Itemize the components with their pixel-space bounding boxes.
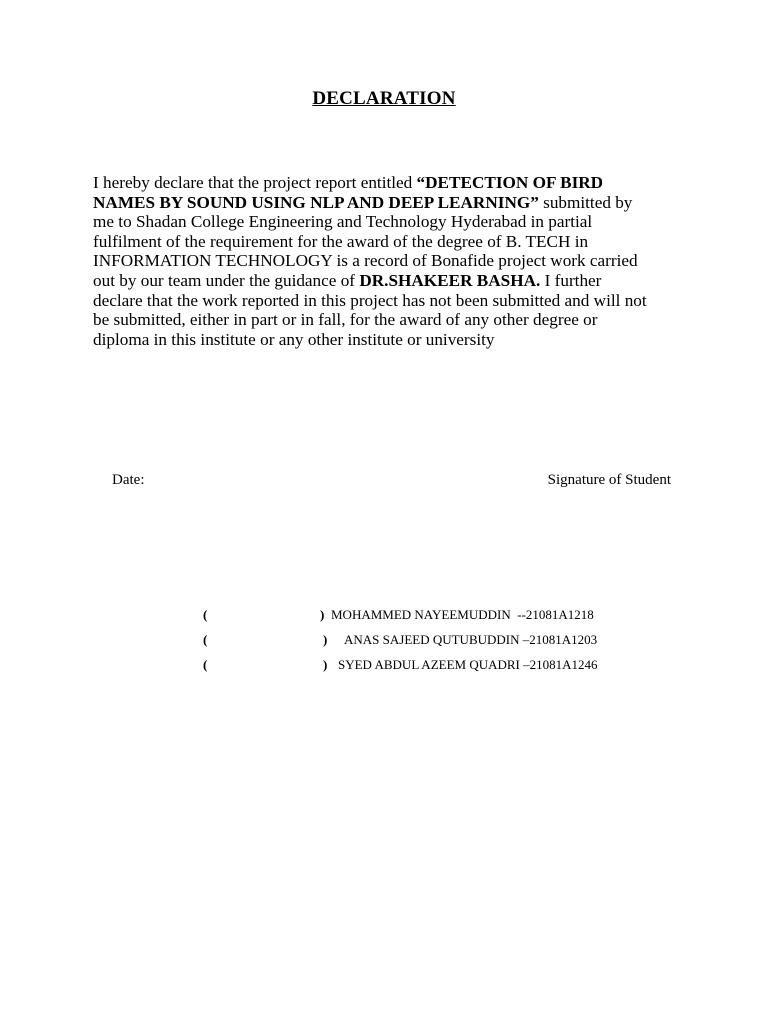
student-name: ANAS SAJEED QUTUBUDDIN –21081A1203	[344, 632, 598, 647]
signature-paren-close: )	[323, 632, 328, 647]
signature-paren-open: (	[203, 657, 208, 672]
page-title: DECLARATION	[312, 88, 456, 109]
signature-paren-close: )	[323, 657, 328, 672]
declaration-intro: I hereby declare that the project report entitled	[93, 173, 417, 192]
student-name: SYED ABDUL AZEEM QUADRI –21081A1246	[338, 657, 598, 672]
declaration-end: I further declare that the work reported in this project has not been submitted and will not be submitted, either in part or in fall, for the award of any other degree or diploma in this institute or any other institute or university	[93, 270, 647, 349]
signature-paren-open: (	[203, 607, 208, 622]
declaration-paragraph	[93, 173, 653, 349]
student-name: MOHAMMED NAYEEMUDDIN --21081A1218	[331, 607, 594, 622]
signature-paren-open: (	[203, 632, 208, 647]
student-row	[0, 607, 768, 625]
student-row	[0, 632, 768, 650]
date-label: Date:	[112, 472, 145, 488]
guide-name: DR.SHAKEER BASHA.	[359, 270, 541, 290]
student-row	[0, 657, 768, 675]
project-title: “DETECTION OF BIRD NAMES BY SOUND USING NLP AND DEEP LEARNING”	[93, 173, 604, 212]
signature-paren-close: )	[320, 607, 325, 622]
declaration-middle: submitted by me to Shadan College Engineering and Technology Hyderabad in partial fulfilment of the requirement for the award of the degree of B. TECH in INFORMATION TECHNOLOGY is a record of Bonafide project work carried out by our team under the guidance of	[93, 192, 638, 290]
signature-label: Signature of Student	[547, 472, 671, 488]
